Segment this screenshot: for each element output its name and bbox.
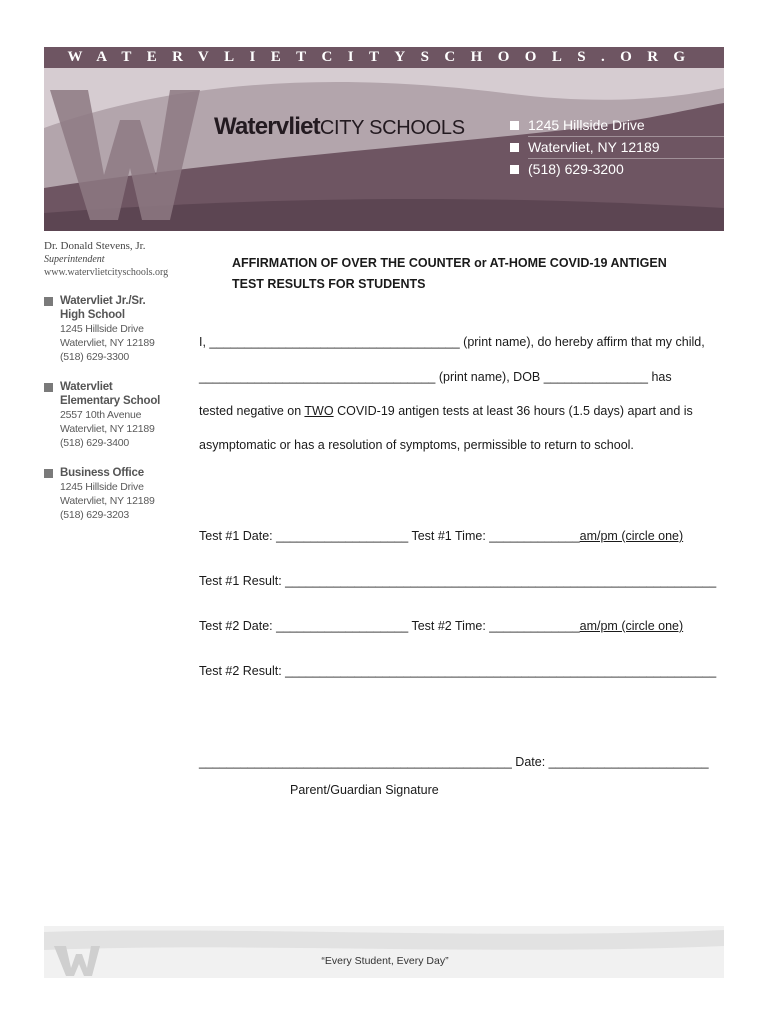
- signature-label: Parent/Guardian Signature: [290, 783, 439, 797]
- test1-ampm-label: am/pm (circle one): [579, 529, 684, 543]
- office-city: Watervliet, NY 12189: [60, 495, 155, 507]
- district-logo: [214, 113, 465, 141]
- school-name: Watervliet: [60, 381, 113, 393]
- bullet-square-icon: [510, 121, 519, 130]
- contact-address-row: [510, 115, 724, 135]
- office-address: 1245 Hillside Drive: [60, 481, 144, 493]
- contact-phone-row: [510, 159, 724, 179]
- footer-banner: [44, 926, 724, 978]
- bullet-square-icon: [510, 165, 519, 174]
- school-phone: (518) 629-3400: [60, 437, 130, 449]
- office-phone: (518) 629-3203: [60, 509, 130, 521]
- test2-ampm-label: am/pm (circle one): [579, 619, 684, 633]
- signature-date-line: _____________________________________________ Date: _______________________: [199, 755, 709, 769]
- district-address-line2: Watervliet, NY 12189: [528, 139, 660, 155]
- title-line-1: AFFIRMATION OF OVER THE COUNTER or AT-HOME COVID-19 ANTIGEN: [232, 256, 667, 270]
- office-name: Business Office: [60, 467, 144, 479]
- test2-date-time-field: [199, 619, 683, 633]
- document-title: [232, 253, 702, 295]
- test1-result-field: Test #1 Result: ______________________________________________________________: [199, 574, 717, 588]
- bullet-square-icon: [44, 469, 53, 478]
- district-phone: (518) 629-3200: [528, 161, 624, 177]
- test2-date-label: Test #2 Date: ___________________ Test #2 Time: _____________: [199, 619, 580, 633]
- school-city: Watervliet, NY 12189: [60, 423, 155, 435]
- affirmation-line-4: asymptomatic or has a resolution of symptoms, permissible to return to school.: [199, 438, 634, 452]
- emphasis-two: TWO: [304, 404, 334, 418]
- district-website: www.watervlietcityschools.org: [44, 267, 169, 278]
- school-name: High School: [60, 309, 125, 321]
- school-address: 2557 10th Avenue: [60, 409, 142, 421]
- line3-end: COVID-19 antigen tests at least 36 hours (1.5 days) apart and is: [333, 404, 693, 418]
- school-city: Watervliet, NY 12189: [60, 337, 155, 349]
- footer-motto: “Every Student, Every Day”: [321, 955, 449, 967]
- affirmation-line-3: [199, 404, 693, 418]
- school-address: 1245 Hillside Drive: [60, 323, 144, 335]
- district-contact: [510, 115, 724, 180]
- school-elementary: [44, 380, 194, 450]
- contact-city-row: [510, 137, 724, 157]
- school-high-school: [44, 294, 194, 364]
- school-phone: (518) 629-3300: [60, 351, 130, 363]
- test1-date-label: Test #1 Date: ___________________ Test #1 Time: _____________: [199, 529, 580, 543]
- logo-watervliet: Watervliet: [214, 113, 320, 140]
- school-name: Elementary School: [60, 395, 161, 407]
- superintendent-name: Dr. Donald Stevens, Jr.: [44, 240, 146, 252]
- website-strip: WATERVLIETCITYSCHOOLS.ORG: [44, 47, 724, 68]
- business-office: [44, 466, 194, 522]
- sidebar: [44, 240, 194, 522]
- bullet-square-icon: [44, 383, 53, 392]
- affirmation-line-2: __________________________________ (print name), DOB _______________ has: [199, 370, 672, 384]
- line3-start: tested negative on: [199, 404, 305, 418]
- header-banner: [44, 47, 724, 231]
- watervliet-w-logo: [44, 80, 204, 230]
- school-name: Watervliet Jr./Sr.: [60, 295, 146, 307]
- bullet-square-icon: [510, 143, 519, 152]
- logo-city-schools: CITY SCHOOLS: [319, 117, 465, 139]
- affirmation-line-1: I, ____________________________________ (print name), do hereby affirm that my child,: [199, 335, 705, 349]
- bullet-square-icon: [44, 297, 53, 306]
- title-line-2: TEST RESULTS FOR STUDENTS: [232, 277, 426, 291]
- superintendent-title: Superintendent: [44, 254, 105, 265]
- district-address-line1: 1245 Hillside Drive: [528, 117, 645, 133]
- test1-date-time-field: [199, 529, 683, 543]
- test2-result-field: Test #2 Result: ______________________________________________________________: [199, 664, 717, 678]
